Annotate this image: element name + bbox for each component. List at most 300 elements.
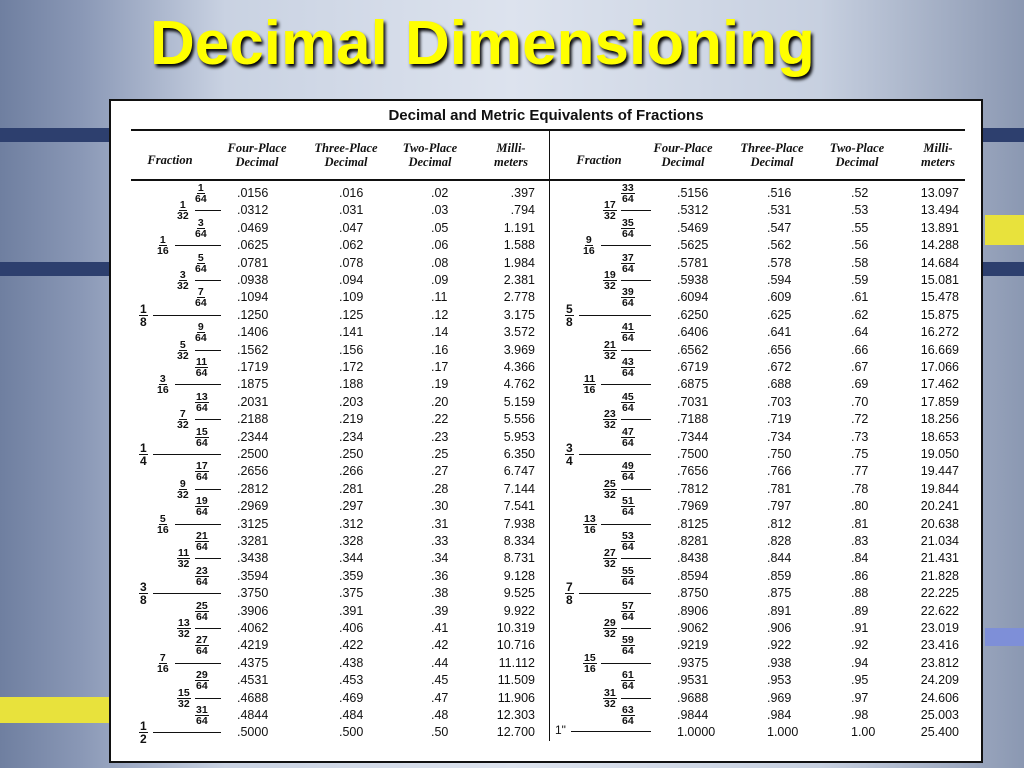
fraction-leader-line [621,698,651,699]
fraction-denominator: 8 [566,314,573,329]
fraction-numerator: 19 [604,269,616,281]
four-place-decimal: .6875 [677,377,709,392]
three-place-decimal: .312 [339,516,364,531]
fraction-label [621,496,635,517]
fraction-label [195,531,209,552]
fraction-leader-line [621,280,651,281]
fraction-numerator: 25 [604,477,616,490]
fraction-numerator: 31 [196,704,208,716]
fraction-leader-line [621,489,651,490]
fraction-label [621,461,635,482]
fraction-numerator: 11 [584,373,596,386]
four-place-decimal: .6250 [677,307,709,322]
four-place-decimal: .2031 [237,394,269,409]
fraction-label [177,618,191,639]
fraction-label [621,705,635,726]
fraction-label [621,322,635,343]
fraction-leader-line [153,593,221,594]
four-place-decimal: .4844 [237,708,269,722]
three-place-decimal: .234 [339,429,364,444]
fraction-denominator: 64 [196,471,208,484]
two-place-decimal: .73 [851,429,869,444]
fraction-leader-line [153,315,221,316]
fraction-leader-line [153,732,221,733]
fraction-leader-line [195,210,221,211]
millimeters-value: 3.572 [503,325,535,340]
two-place-decimal: .11 [431,290,448,305]
millimeters-value: 4.366 [503,360,535,374]
fraction-denominator: 64 [622,610,634,623]
fraction-numerator: 61 [622,669,634,682]
fraction-numerator: 23 [604,408,616,421]
three-place-decimal: .828 [767,534,792,548]
two-place-decimal: .16 [431,342,449,357]
fraction-numerator: 43 [622,356,634,368]
four-place-decimal: .3281 [237,534,269,548]
four-place-decimal: .2656 [237,464,269,479]
fraction-label [621,635,635,656]
millimeters-value: 8.731 [503,551,535,566]
three-place-decimal: .266 [339,464,364,479]
three-place-decimal: .469 [339,690,364,705]
three-place-decimal: .109 [339,290,364,305]
fraction-numerator: 17 [196,460,208,473]
fraction-numerator: 9 [179,477,186,490]
two-place-decimal: .09 [431,273,449,287]
two-place-decimal: .05 [431,220,449,235]
three-place-decimal: .672 [767,360,792,374]
three-place-decimal: .172 [339,360,364,374]
millimeters-value: 1.984 [503,255,535,270]
fraction-denominator: 64 [196,680,208,693]
millimeters-value: 7.938 [503,516,535,531]
fraction-denominator: 16 [157,384,169,397]
three-place-decimal: .938 [767,655,792,670]
fraction-label [195,253,207,274]
fraction-label [621,253,635,274]
three-place-decimal: .062 [339,238,364,253]
two-place-decimal: .22 [431,412,449,427]
two-place-decimal: .92 [851,638,869,653]
millimeters-value: 15.478 [920,290,959,305]
fraction-leader-line [175,524,221,525]
fraction-denominator: 32 [604,628,616,640]
fraction-numerator: 63 [622,704,634,716]
three-place-decimal: .344 [339,551,364,566]
header-three-place-left [306,141,386,169]
fraction-numerator: 5 [179,338,186,351]
fraction-leader-line [153,454,221,455]
header-line-2: meters [493,155,529,169]
fraction-label [621,218,635,239]
millimeters-value: 11.906 [497,690,535,705]
four-place-decimal: .4062 [237,621,269,635]
fraction-label [195,322,207,343]
fraction-leader-line [195,698,221,699]
four-place-decimal: .8594 [677,568,709,583]
header-three-place-right [732,141,812,169]
millimeters-value: 11.509 [497,673,535,688]
two-place-decimal: .84 [851,551,869,566]
fraction-numerator: 3 [197,216,204,229]
fraction-denominator: 8 [566,593,573,608]
fraction-numerator: 3 [140,580,147,595]
four-place-decimal: .1406 [237,325,269,340]
millimeters-value: 21.828 [920,568,959,583]
three-place-decimal: .547 [767,220,792,235]
fraction-numerator: 55 [622,564,634,577]
four-place-decimal: .2344 [237,429,269,444]
three-place-decimal: .188 [339,377,364,392]
fraction-leader-line [195,558,221,559]
millimeters-value: 19.050 [920,447,959,461]
fraction-leader-line [601,663,651,664]
fraction-denominator: 64 [196,575,208,588]
four-place-decimal: .8125 [677,516,709,531]
fraction-denominator: 64 [196,541,208,553]
millimeters-value: 13.097 [920,186,959,200]
fraction-leader-line [195,280,221,281]
three-place-decimal: .688 [767,377,792,392]
two-place-decimal: .39 [431,603,449,618]
fraction-denominator: 64 [622,227,634,240]
fraction-label [621,357,635,378]
fraction-label [603,688,617,709]
two-place-decimal: .58 [851,255,869,270]
two-place-decimal: .25 [431,447,449,461]
fraction-label [603,548,617,569]
four-place-decimal: .9219 [677,638,709,653]
four-place-decimal: .2500 [237,447,269,461]
millimeters-value: 2.778 [503,290,535,305]
fraction-label [195,670,209,691]
three-place-decimal: .359 [339,568,364,583]
four-place-decimal: .7188 [677,412,709,427]
header-four-place-left [217,141,297,169]
millimeters-value: 16.669 [920,342,959,357]
millimeters-value: 14.684 [920,255,959,270]
three-place-decimal: .562 [767,238,792,253]
fraction-denominator: 32 [178,628,190,640]
fraction-denominator: 64 [195,262,207,275]
fraction-label [195,392,209,413]
four-place-decimal: .3438 [237,551,269,566]
three-place-decimal: .156 [339,342,364,357]
four-place-decimal: .8281 [677,534,709,548]
fraction-label [621,183,635,204]
fraction-label [603,479,617,500]
two-place-decimal: .81 [851,516,869,531]
fraction-label [195,461,209,482]
fraction-denominator: 32 [178,697,190,710]
three-place-decimal: .797 [767,499,792,514]
fraction-denominator: 32 [177,558,190,571]
four-place-decimal: .3906 [237,603,269,618]
millimeters-value: 12.303 [496,708,535,722]
fraction-numerator: 5 [197,251,204,264]
fraction-denominator: 64 [622,715,634,727]
fraction-label [603,270,617,291]
four-place-decimal: .7656 [677,464,709,479]
two-place-decimal: .12 [431,307,449,322]
slide-title: Decimal Dimensioning [150,9,815,78]
fraction-label [139,442,148,467]
fraction-leader-line [621,628,651,629]
millimeters-value: 16.272 [920,325,959,340]
two-place-decimal: .20 [431,394,449,409]
millimeters-value: 20.241 [920,499,959,514]
fraction-leader-line [579,593,651,594]
four-place-decimal: .2188 [237,412,269,427]
millimeters-value: 18.653 [920,429,959,444]
two-place-decimal: .77 [851,464,869,479]
two-place-decimal: .48 [431,708,449,722]
fraction-denominator: 64 [195,367,208,379]
fraction-numerator: 59 [622,634,634,647]
fraction-label [195,427,209,448]
header-line-2: Decimal [235,155,279,169]
two-place-decimal: .34 [431,551,449,566]
millimeters-value: 23.019 [920,621,959,635]
two-place-decimal: .95 [851,673,869,688]
fraction-denominator: 64 [196,436,208,449]
two-place-decimal: .02 [431,186,449,200]
fraction-numerator: 1 [140,719,147,734]
two-place-decimal: .62 [851,307,869,322]
fraction-label [177,340,189,361]
millimeters-value: 1.191 [503,220,535,235]
fraction-denominator: 4 [140,454,147,468]
four-place-decimal: .5781 [677,255,709,270]
fraction-numerator: 1 [159,234,166,247]
three-place-decimal: .281 [339,481,364,496]
fraction-label [621,670,635,691]
fraction-denominator: 32 [177,210,189,223]
fraction-leader-line [571,731,651,732]
fraction-denominator: 64 [622,367,634,379]
three-place-decimal: .750 [767,447,792,461]
three-place-decimal: 1.000 [767,725,799,740]
four-place-decimal: .4688 [237,690,269,705]
header-line-1: Milli- [496,141,526,155]
two-place-decimal: .52 [851,186,869,200]
millimeters-value: 17.859 [920,394,959,409]
fraction-denominator: 64 [196,506,208,519]
three-place-decimal: .984 [767,708,792,722]
four-place-decimal: 1.0000 [677,725,716,740]
header-bottom-rule [131,179,965,181]
millimeters-value: 9.922 [503,603,535,618]
fraction-numerator: 29 [196,669,208,682]
millimeters-value: 23.812 [920,655,959,670]
fraction-label [177,270,189,291]
four-place-decimal: .9375 [677,655,709,670]
four-place-decimal: .8750 [677,586,709,601]
three-place-decimal: .500 [339,725,364,740]
fraction-denominator: 16 [157,662,169,675]
table-title: Decimal and Metric Equivalents of Fractions [388,107,704,124]
four-place-decimal: .3594 [237,568,269,583]
fraction-numerator: 11 [196,356,208,368]
millimeters-value: 24.606 [920,690,959,705]
three-place-decimal: .047 [339,220,364,235]
fraction-numerator: 3 [179,269,186,281]
fraction-label [565,442,574,467]
fraction-label [565,581,574,606]
header-line-2: Decimal [835,155,879,169]
fraction-denominator: 64 [195,332,207,345]
fraction-leader-line [175,384,221,385]
two-place-decimal: .80 [851,499,869,514]
two-place-decimal: .56 [851,238,869,253]
two-place-decimal: .53 [851,203,869,218]
four-place-decimal: .0156 [237,186,269,200]
three-place-decimal: .031 [339,203,364,218]
millimeters-value: 8.334 [503,534,535,548]
header-two-place-right [822,141,892,169]
millimeters-value: 1.588 [503,238,535,253]
fraction-numerator: 15 [196,425,208,438]
fraction-leader-line [601,245,651,246]
header-fraction-left: Fraction [147,153,193,167]
fraction-label [603,340,617,361]
fraction-denominator: 32 [604,419,616,432]
fraction-label [195,566,209,587]
millimeters-value: 6.350 [503,447,535,461]
two-place-decimal: .14 [431,325,449,340]
three-place-decimal: .141 [339,325,364,340]
two-place-decimal: .31 [431,516,449,531]
header-two-place-left [395,141,465,169]
fraction-label [157,653,169,674]
four-place-decimal: .9844 [677,708,709,722]
millimeters-value: 9.128 [503,568,535,583]
four-place-decimal: .9062 [677,621,709,635]
millimeters-value: 21.431 [920,551,959,566]
fraction-denominator: 16 [584,523,596,536]
fraction-label [603,618,617,639]
millimeters-value: 12.700 [496,725,535,740]
millimeters-value: 24.209 [920,673,959,688]
fraction-leader-line [601,384,651,385]
fraction-label [195,601,209,622]
fraction-numerator: 21 [604,338,616,351]
four-place-decimal: .6406 [677,325,709,340]
fraction-numerator: 33 [622,182,634,194]
four-place-decimal: .2812 [237,481,269,496]
two-place-decimal: .97 [851,690,869,705]
four-place-decimal: .5625 [677,238,709,253]
millimeters-value: 3.969 [503,342,535,357]
fraction-numerator: 37 [622,251,634,264]
header-fraction-right: Fraction [576,153,622,167]
fraction-leader-line [195,419,221,420]
two-place-decimal: .88 [851,586,869,601]
table-center-divider [549,129,550,741]
fraction-denominator: 32 [177,349,189,362]
four-place-decimal: .4531 [237,673,269,688]
two-place-decimal: .67 [851,360,869,374]
millimeters-value: 22.622 [920,603,959,618]
millimeters-value: 20.638 [920,516,959,531]
fraction-numerator: 29 [604,617,616,629]
three-place-decimal: .203 [339,394,364,409]
four-place-decimal: .1719 [237,360,269,374]
fraction-denominator: 64 [195,193,207,205]
three-place-decimal: .250 [339,447,364,461]
two-place-decimal: .41 [431,621,449,635]
background-yellow-strip-left [0,697,109,723]
millimeters-value: 17.066 [920,360,959,374]
millimeters-value: 6.747 [503,464,535,479]
fraction-numerator: 13 [178,617,190,629]
header-mm-right [907,141,969,169]
header-line-1: Three-Place [314,141,378,155]
millimeters-value: 19.447 [920,464,959,479]
three-place-decimal: .094 [339,273,364,287]
fraction-denominator: 64 [622,471,634,484]
fraction-numerator: 47 [622,425,634,438]
fraction-denominator: 64 [196,610,208,623]
four-place-decimal: .7500 [677,447,709,461]
equivalents-table [109,99,983,763]
fraction-numerator: 7 [566,580,573,595]
millimeters-value: 22.225 [920,586,959,601]
four-place-decimal: .5938 [677,273,709,287]
fraction-denominator: 64 [622,680,634,693]
header-line-1: Three-Place [740,141,804,155]
fraction-denominator: 32 [604,697,616,710]
three-place-decimal: .125 [339,307,364,322]
fraction-label [565,303,574,328]
four-place-decimal: .5312 [677,203,709,218]
fraction-numerator: 51 [622,495,634,508]
four-place-decimal: .1250 [237,307,269,322]
fraction-denominator: 16 [584,662,596,675]
two-place-decimal: .08 [431,255,449,270]
two-place-decimal: .86 [851,568,869,583]
two-place-decimal: .06 [431,238,449,253]
three-place-decimal: .016 [339,186,364,200]
millimeters-value: 18.256 [920,412,959,427]
fraction-denominator: 64 [196,715,208,727]
fraction-leader-line [175,245,221,246]
fraction-numerator: 53 [622,530,634,542]
fraction-denominator: 64 [196,645,208,658]
four-place-decimal: .3750 [237,586,269,601]
fraction-leader-line [601,524,651,525]
fraction-leader-line [195,350,221,351]
fraction-numerator: 41 [622,321,634,334]
four-place-decimal: .1562 [237,342,269,357]
fraction-numerator: 11 [178,547,190,560]
fraction-denominator: 16 [583,245,595,258]
two-place-decimal: .61 [851,290,869,305]
fraction-numerator: 5 [159,512,166,525]
fraction-leader-line [621,419,651,420]
fraction-numerator: 17 [604,199,616,212]
fraction-denominator: 64 [196,401,208,414]
fraction-leader-line [175,663,221,664]
two-place-decimal: .33 [431,534,449,548]
fraction-numerator: 15 [584,651,596,664]
fraction-denominator: 64 [195,227,207,240]
header-line-2: Decimal [324,155,368,169]
two-place-decimal: .75 [851,447,869,461]
millimeters-value: 10.319 [496,621,535,635]
fraction-label [195,357,208,378]
fraction-label [583,653,597,674]
